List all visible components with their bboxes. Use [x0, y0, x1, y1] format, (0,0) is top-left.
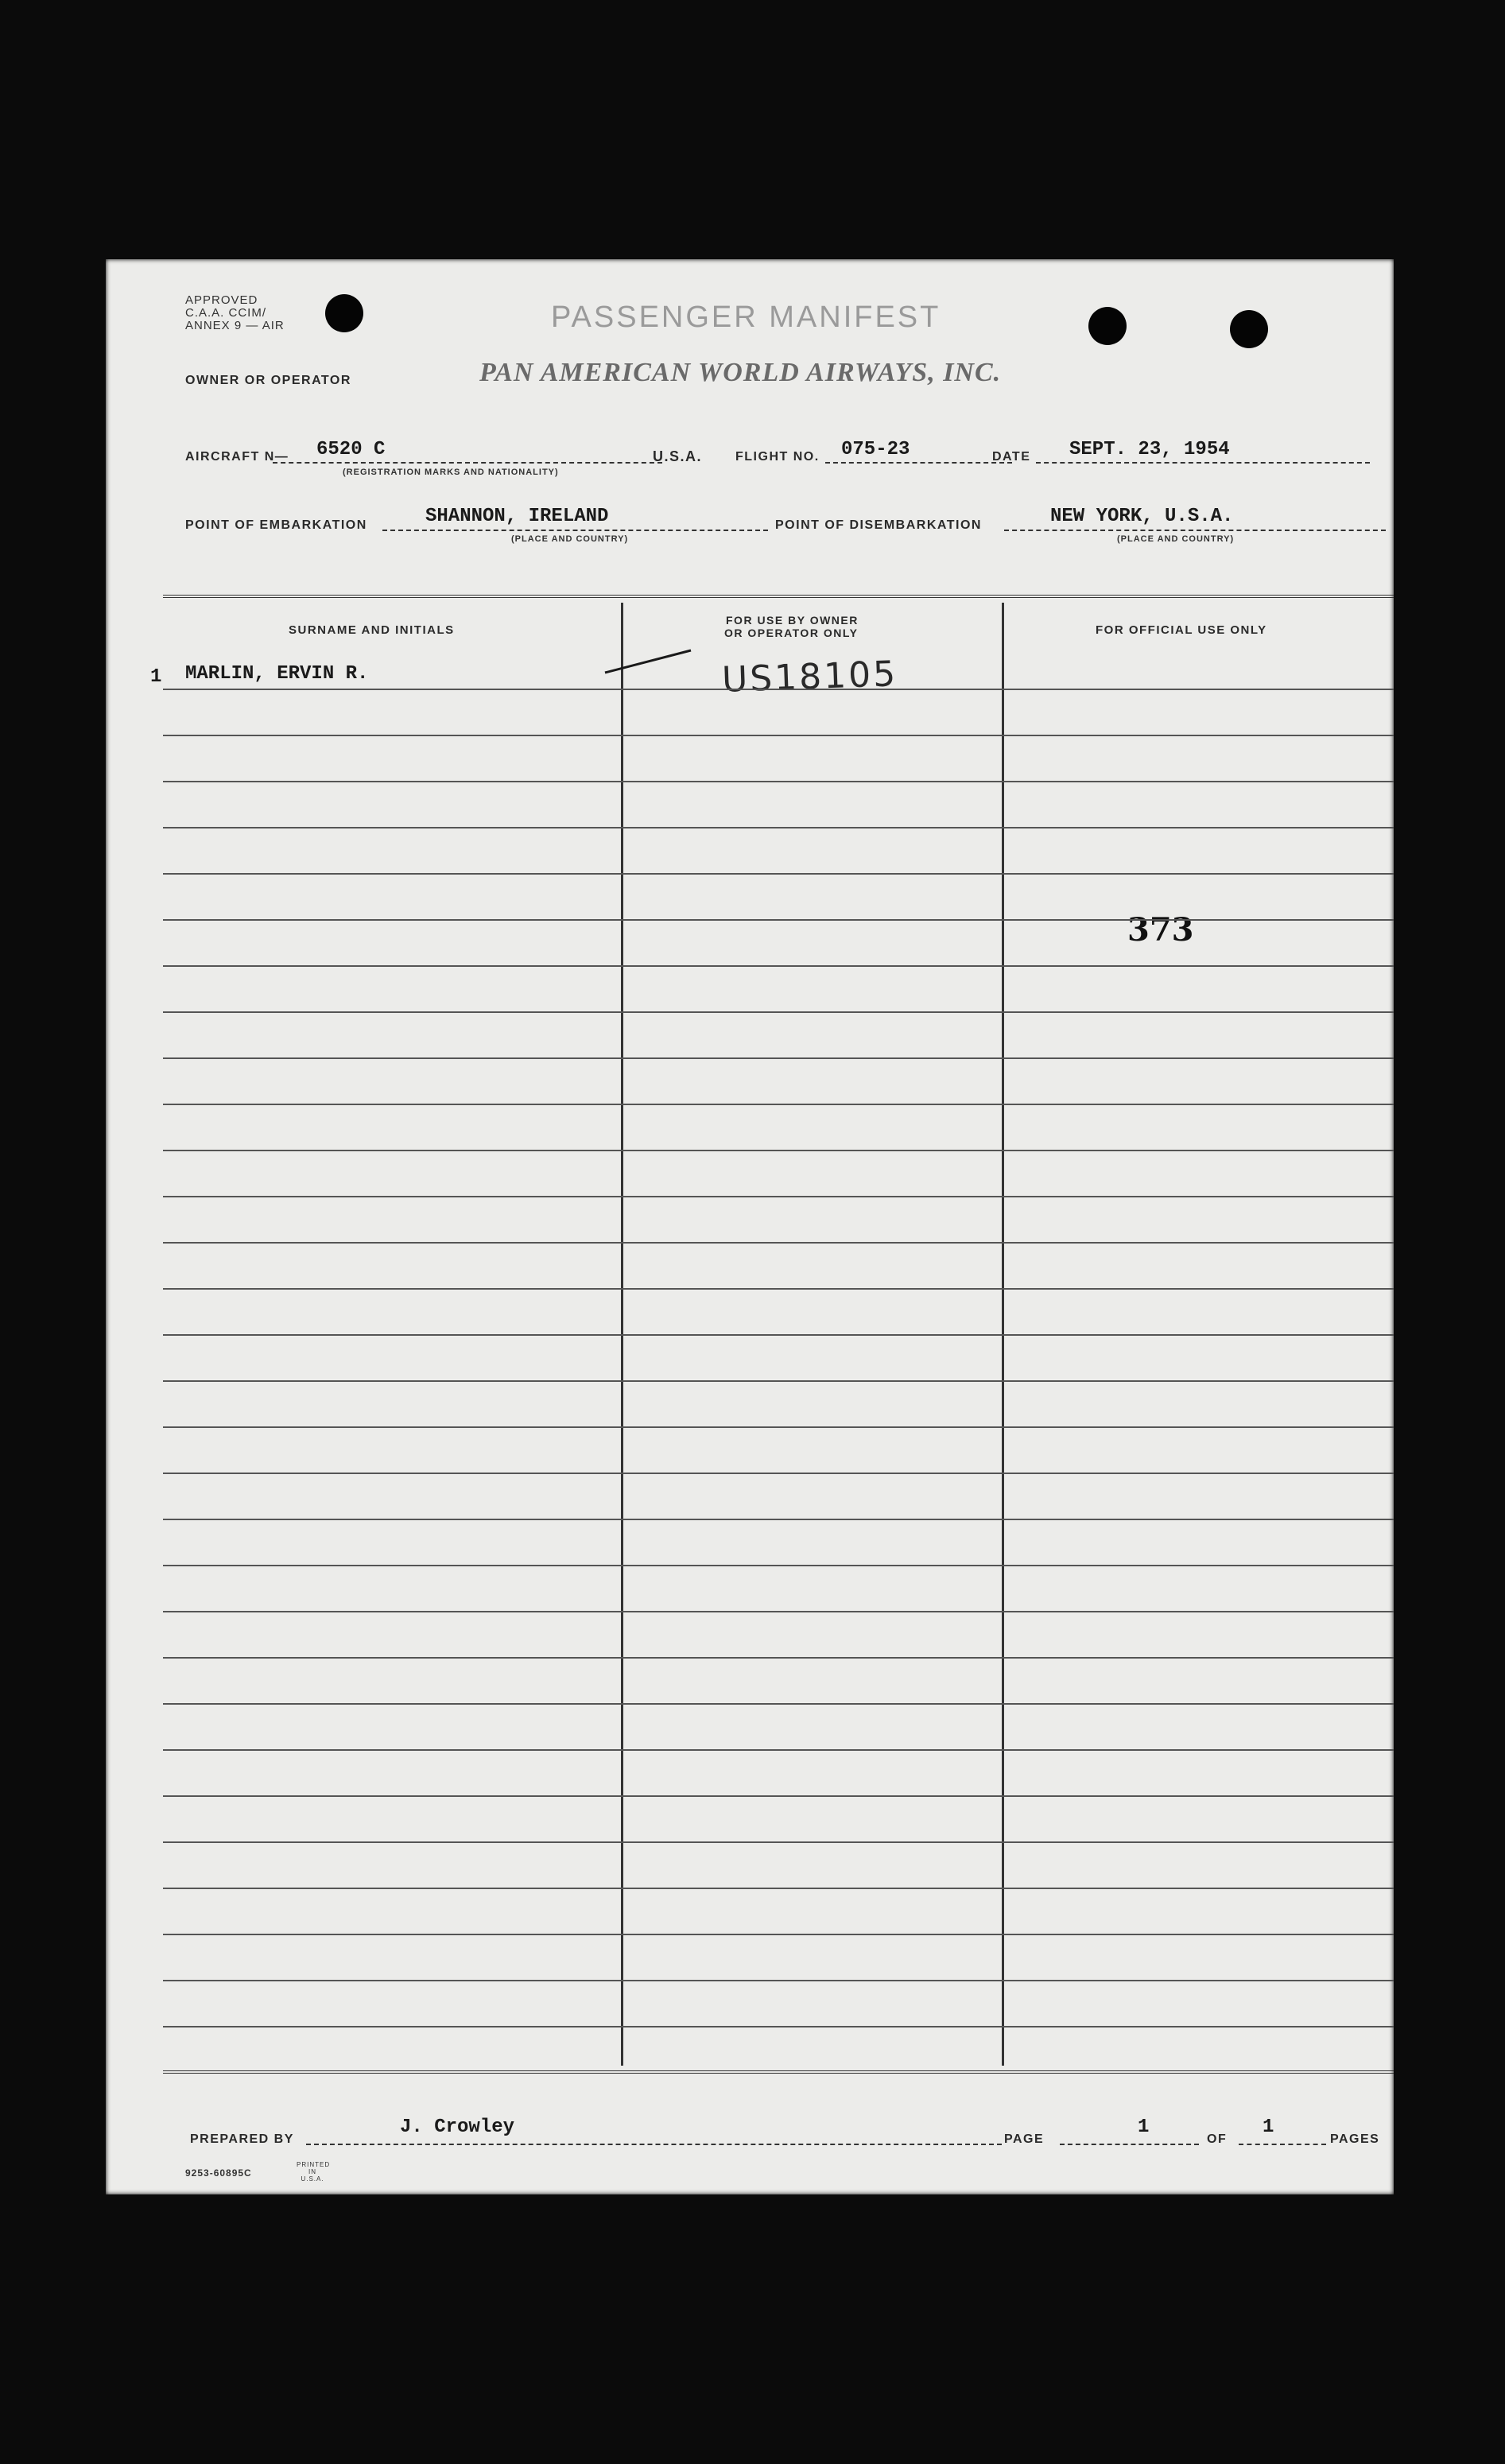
column-header-owner-line2: OR OPERATOR ONLY [724, 627, 859, 639]
table-row [163, 1980, 1394, 1981]
usa-label: U.S.A. [653, 448, 703, 464]
date-underline [1036, 462, 1370, 464]
punch-hole-mid [1088, 307, 1127, 345]
of-underline [1239, 2144, 1326, 2145]
table-row [163, 1519, 1394, 1520]
flight-underline [825, 462, 1012, 464]
disembark-sublabel: (PLACE AND COUNTRY) [1117, 534, 1235, 544]
page-value: 1 [1138, 2117, 1150, 2138]
table-bottom-border [163, 2070, 1394, 2074]
table-row [163, 1104, 1394, 1105]
table-row [163, 1334, 1394, 1336]
table-row [163, 781, 1394, 782]
table-row [163, 1611, 1394, 1612]
approved-sub2: ANNEX 9 — AIR [185, 319, 285, 332]
aircraft-underline [273, 462, 662, 464]
flight-label: FLIGHT NO. [735, 450, 820, 464]
table-row [163, 1934, 1394, 1935]
column-header-owner-line1: FOR USE BY OWNER [726, 614, 859, 627]
date-value: SEPT. 23, 1954 [1069, 439, 1230, 460]
table-row [163, 1150, 1394, 1151]
table-row [163, 1749, 1394, 1751]
table-row [163, 689, 1394, 690]
table-row [163, 919, 1394, 921]
page-title: PASSENGER MANIFEST [551, 301, 941, 334]
table-row [163, 1841, 1394, 1843]
flight-value: 075-23 [841, 439, 910, 460]
table-row [163, 1565, 1394, 1566]
embark-underline [382, 530, 768, 531]
table-row [163, 1795, 1394, 1797]
entry-handwritten: US18105 [721, 654, 898, 700]
column-header-official: FOR OFFICIAL USE ONLY [1096, 623, 1267, 637]
disembark-label: POINT OF DISEMBARKATION [775, 518, 982, 532]
table-top-border [163, 595, 1394, 598]
embark-label: POINT OF EMBARKATION [185, 518, 367, 532]
page-label: PAGE [1004, 2132, 1045, 2146]
form-number: 9253-60895C [185, 2167, 252, 2179]
aircraft-sublabel: (REGISTRATION MARKS AND NATIONALITY) [343, 468, 559, 477]
table-row [163, 1888, 1394, 1889]
table-row [163, 1657, 1394, 1659]
table-row [163, 873, 1394, 875]
aircraft-value: 6520 C [316, 439, 386, 460]
approved-stamp [185, 294, 285, 332]
table-row [163, 1057, 1394, 1059]
punch-hole-right [1230, 310, 1268, 348]
check-mark-icon [602, 646, 697, 677]
table-row [163, 2026, 1394, 2027]
owner-label: OWNER OR OPERATOR [185, 374, 351, 387]
pages-label: PAGES [1330, 2132, 1380, 2146]
table-row [163, 1426, 1394, 1428]
disembark-value: NEW YORK, U.S.A. [1050, 506, 1234, 527]
of-label: OF [1207, 2132, 1228, 2146]
table-row [163, 1473, 1394, 1474]
table-row [163, 1380, 1394, 1382]
prepared-label: PREPARED BY [190, 2132, 294, 2146]
table-row [163, 735, 1394, 736]
column-header-surname: SURNAME AND INITIALS [289, 623, 455, 637]
table-row [163, 1011, 1394, 1013]
table-row [163, 1196, 1394, 1197]
of-value: 1 [1263, 2117, 1274, 2138]
owner-value: PAN AMERICAN WORLD AIRWAYS, INC. [479, 358, 1002, 387]
page-underline [1060, 2144, 1199, 2145]
table-row [163, 1703, 1394, 1705]
punch-hole-left [325, 294, 363, 332]
embark-sublabel: (PLACE AND COUNTRY) [511, 534, 629, 544]
date-label: DATE [992, 450, 1031, 464]
embark-value: SHANNON, IRELAND [425, 506, 609, 527]
table-row [163, 1242, 1394, 1244]
entry-name: MARLIN, ERVIN R. [185, 663, 369, 685]
entry-number: 1 [150, 666, 162, 688]
aircraft-label: AIRCRAFT N— [185, 450, 289, 464]
approved-text: APPROVED [185, 293, 258, 307]
prepared-value: J. Crowley [400, 2117, 515, 2138]
manifest-sheet [106, 259, 1394, 2194]
table-row [163, 965, 1394, 967]
approved-sub1: C.A.A. CCIM/ [185, 306, 267, 320]
table-row [163, 1288, 1394, 1290]
official-number: 373 [1127, 911, 1194, 949]
printed-stamp: PRINTED IN U.S.A. [297, 2161, 331, 2183]
table-row [163, 827, 1394, 828]
disembark-underline [1004, 530, 1386, 531]
prepared-underline [306, 2144, 1002, 2145]
